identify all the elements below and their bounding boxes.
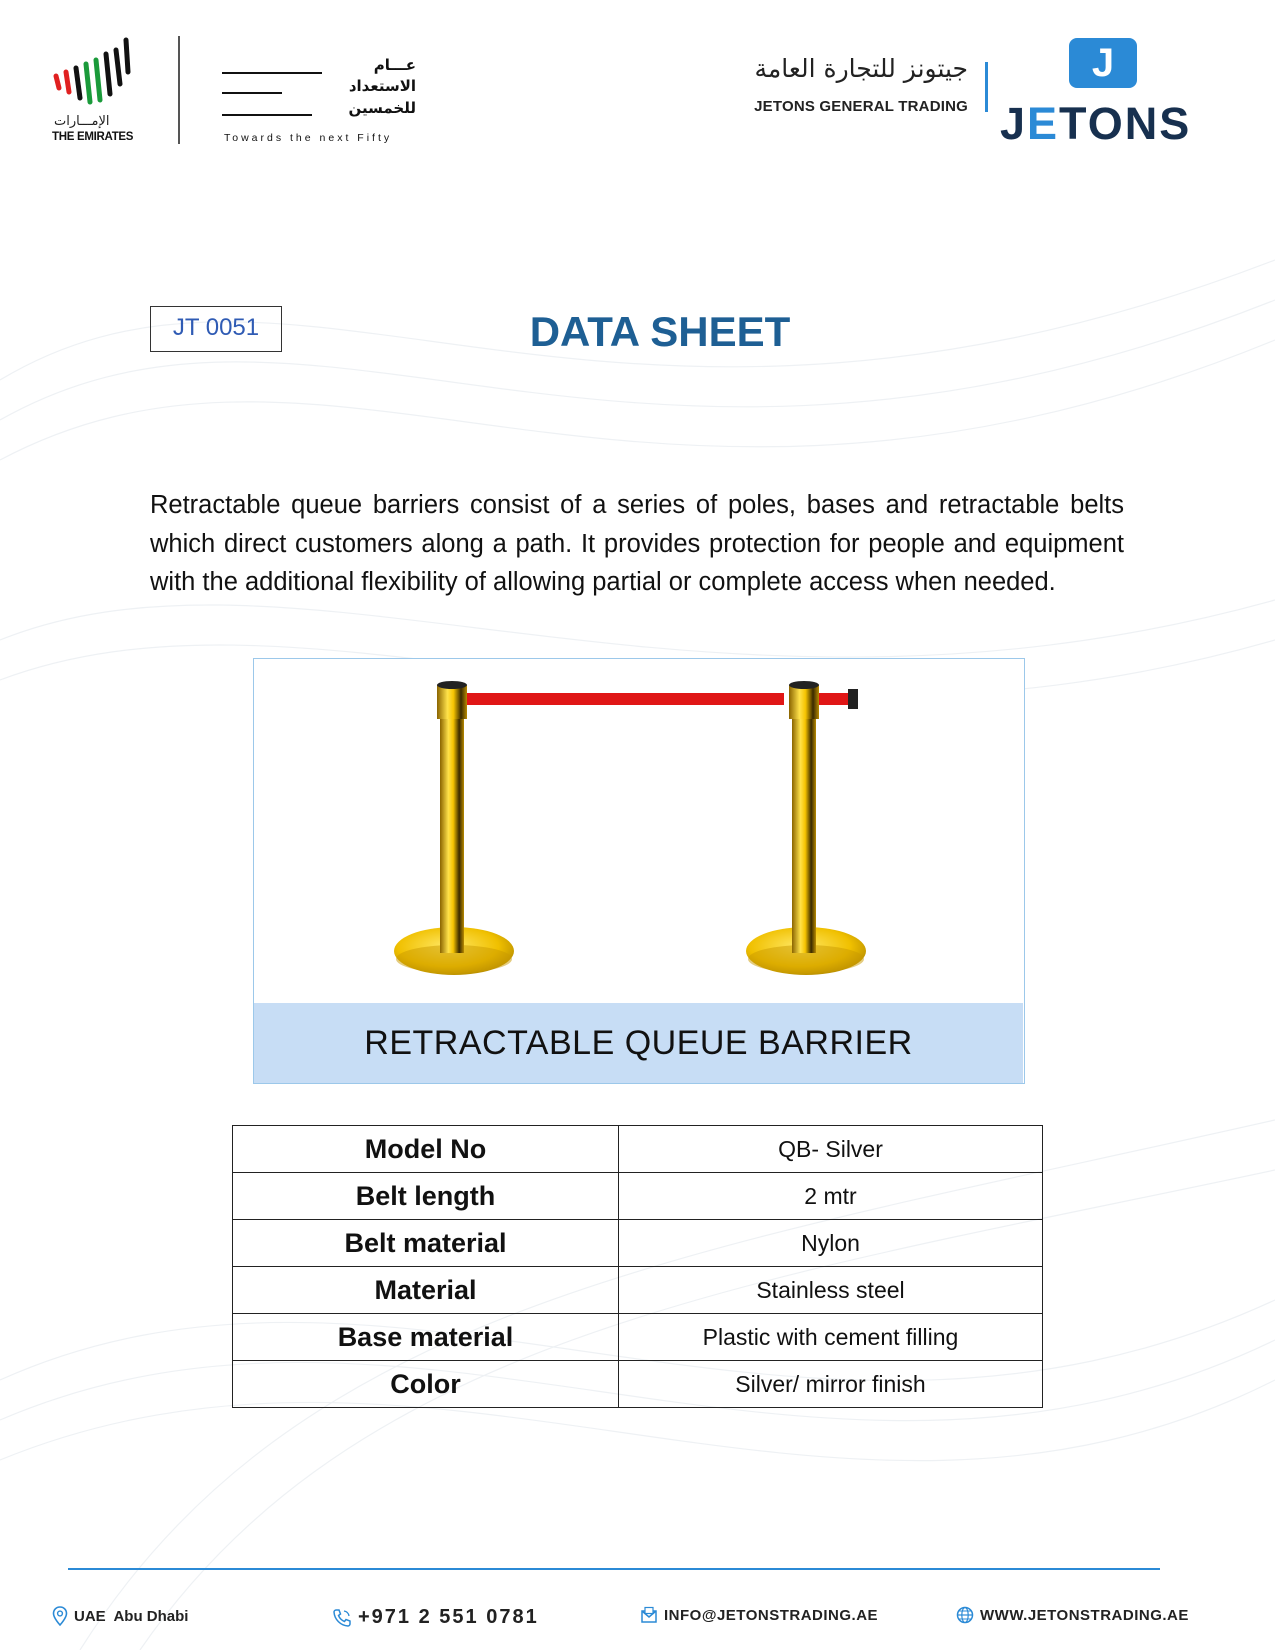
footer-email (640, 1606, 878, 1624)
year-line (222, 114, 312, 116)
header-divider (178, 36, 180, 144)
year-line (222, 92, 282, 94)
table-row (233, 1361, 1043, 1408)
footer-divider (68, 1568, 1160, 1570)
product-description: Retractable queue barriers consist of a series of poles, bases and retractable belts which direct customers along a path. It provides protection for people and equipment with the additional flexibility of allowing partial or complete access when needed. (150, 491, 1124, 596)
table-row (233, 1220, 1043, 1267)
jetons-logo-wordmark: JETONS (1000, 98, 1192, 149)
table-row (233, 1314, 1043, 1361)
page-title: DATA SHEET (529, 308, 791, 355)
footer-phone (332, 1606, 539, 1629)
right-pole-top (789, 681, 819, 689)
year-ar-line-3: للخمسين (348, 99, 416, 117)
footer-email-text[interactable]: INFO@JETONSTRADING.AE (664, 1606, 879, 1624)
year-ar-line-1: عـــام (373, 56, 416, 74)
year-line (222, 72, 322, 74)
spec-value: Silver/ mirror finish (619, 1361, 1043, 1408)
footer-location (52, 1606, 188, 1626)
company-name-english: JETONS GENERAL TRADING (754, 98, 968, 115)
spec-label: Material (233, 1267, 619, 1314)
footer-location-text: UAE Abu Dhabi (74, 1607, 189, 1625)
spec-table (232, 1125, 1043, 1408)
footer-phone-text[interactable]: +971 2 551 0781 (358, 1606, 539, 1628)
spec-value: 2 mtr (619, 1173, 1043, 1220)
spec-value: QB- Silver (619, 1126, 1043, 1173)
spec-label: Belt length (233, 1173, 619, 1220)
belt-between-poles (454, 693, 784, 705)
table-row (233, 1267, 1043, 1314)
spec-label: Color (233, 1361, 619, 1408)
footer-website-text[interactable]: WWW.JETONSTRADING.AE (980, 1606, 1189, 1624)
year-of-50-tagline: Towards the next Fifty (224, 132, 393, 144)
spec-value: Stainless steel (619, 1267, 1043, 1314)
product-image-frame (253, 658, 1025, 1084)
belt-clip (848, 689, 858, 709)
location-pin-icon (52, 1606, 68, 1626)
emirates-flag-icon (48, 36, 138, 112)
spec-label: Belt material (233, 1220, 619, 1267)
emirates-logo (48, 36, 148, 146)
left-pole-cap (437, 685, 467, 719)
right-pole-cap (789, 685, 819, 719)
table-row (233, 1126, 1043, 1173)
company-separator (985, 62, 988, 112)
jetons-mark-letter: J (1091, 41, 1115, 85)
left-pole-top (437, 681, 467, 689)
footer-website (956, 1606, 1189, 1624)
globe-icon (956, 1606, 974, 1624)
company-name-arabic: جيتونز للتجارة العامة (754, 54, 968, 83)
phone-icon (332, 1608, 352, 1628)
table-row (233, 1173, 1043, 1220)
spec-label: Base material (233, 1314, 619, 1361)
jetons-logo-mark (1069, 38, 1137, 88)
year-of-50-logo (222, 52, 422, 148)
product-code: JT 0051 (150, 306, 282, 352)
queue-barrier-illustration (254, 659, 1023, 1003)
product-caption: RETRACTABLE QUEUE BARRIER (254, 1003, 1023, 1083)
left-pole (440, 691, 464, 953)
emirates-logo-arabic: الإمـــارات (54, 114, 110, 129)
spec-value: Nylon (619, 1220, 1043, 1267)
year-ar-line-2: الاستعداد (348, 77, 416, 95)
right-pole (792, 691, 816, 953)
emirates-logo-english: THE EMIRATES (52, 131, 134, 143)
email-icon (640, 1606, 658, 1624)
spec-label: Model No (233, 1126, 619, 1173)
spec-value: Plastic with cement filling (619, 1314, 1043, 1361)
